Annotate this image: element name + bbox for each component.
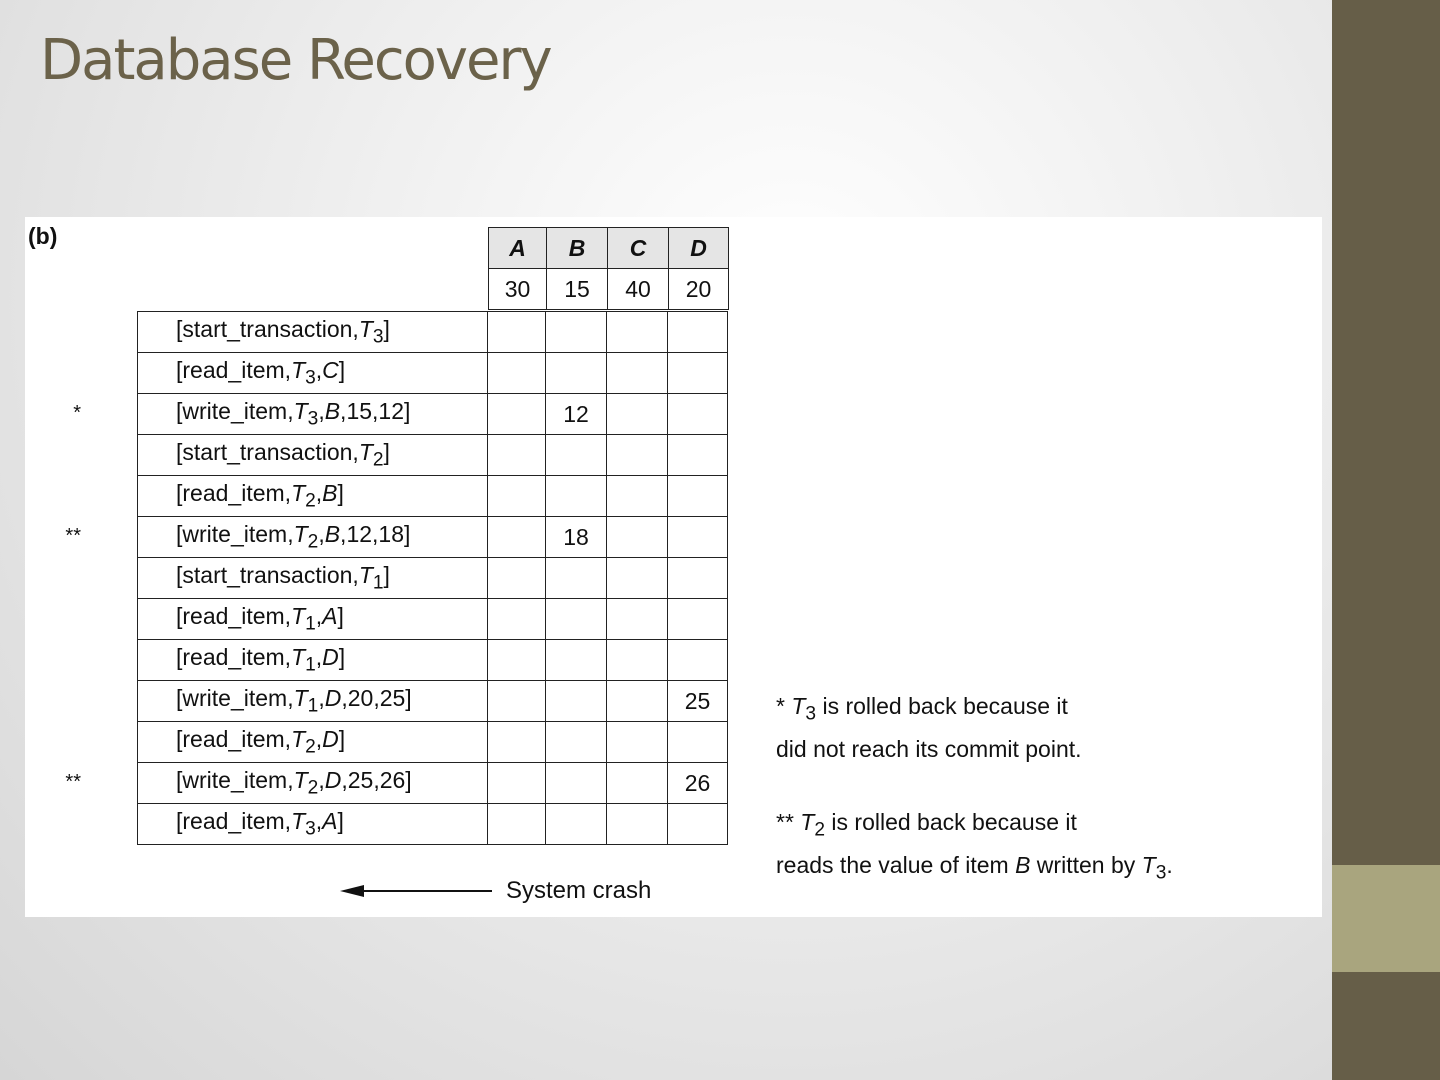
log-row xyxy=(137,435,728,476)
rollback-marker-cell xyxy=(73,394,138,435)
recovery-figure xyxy=(25,217,1322,917)
log-argument: T xyxy=(358,315,373,342)
log-entry: $[read\_item,T_3,A]$ xyxy=(138,804,488,845)
log-entry: $[read\_item,T_2,B]$ xyxy=(138,476,488,517)
log-argument: T xyxy=(358,438,373,465)
log-row xyxy=(137,681,728,722)
item-value-cell xyxy=(668,599,728,640)
item-value-cell xyxy=(546,476,607,517)
item-value-cell xyxy=(668,558,728,599)
log-row xyxy=(137,476,728,517)
log-operation: write_item xyxy=(182,397,288,424)
rollback-marker: ** xyxy=(65,770,81,793)
log-argument: B xyxy=(324,520,341,547)
log-argument: 12 xyxy=(378,397,405,424)
transaction-subscript: 3 xyxy=(305,367,316,389)
log-entry: $[write\_item,T_2,B,12,18]$ xyxy=(138,517,488,558)
rollback-marker: ** xyxy=(65,524,81,547)
initial-value: 30 xyxy=(489,269,547,310)
log-argument: D xyxy=(322,643,339,670)
item-value-cell xyxy=(546,681,607,722)
note-line: reads the value of item B written by $T_3$. xyxy=(776,851,1173,884)
initial-value: 15 xyxy=(547,269,608,310)
rollback-marker-cell xyxy=(65,763,138,804)
column-name: D xyxy=(669,228,729,269)
item-value-cell xyxy=(546,353,607,394)
transaction-subscript: 1 xyxy=(372,572,384,594)
item-value-cell xyxy=(546,312,607,353)
initial-value: 20 xyxy=(669,269,729,310)
log-operation: write_item xyxy=(182,766,288,793)
log-row xyxy=(137,599,728,640)
item-value-cell xyxy=(607,640,668,681)
rollback-marker-cell xyxy=(137,804,138,845)
log-row xyxy=(137,517,728,558)
item-value-cell xyxy=(488,640,546,681)
log-entry: $[read\_item,T_3,C]$ xyxy=(138,353,488,394)
log-argument: T xyxy=(293,766,308,793)
item-value-cell xyxy=(607,394,668,435)
log-operation: read_item xyxy=(182,807,285,834)
transaction-subscript: 2 xyxy=(305,736,316,758)
log-argument: 15 xyxy=(346,397,373,424)
item-value-cell xyxy=(546,804,607,845)
log-argument: T xyxy=(358,561,373,588)
transaction-subscript: 3 xyxy=(372,326,384,348)
item-value-cell xyxy=(607,681,668,722)
item-value-cell xyxy=(488,599,546,640)
item-value-cell xyxy=(488,353,546,394)
log-entry: $[start\_transaction,T_2]$ xyxy=(138,435,488,476)
log-operation: write_item xyxy=(182,520,288,547)
item-value-cell xyxy=(668,394,728,435)
item-value-cell xyxy=(546,722,607,763)
page-title: Database Recovery xyxy=(40,28,551,93)
system-crash-indicator xyxy=(340,877,651,905)
slide-sidebar xyxy=(1332,0,1440,1080)
log-argument: A xyxy=(322,807,338,834)
log-entry: $[write\_item,T_2,D,25,26]$ xyxy=(138,763,488,804)
rollback-marker-cell xyxy=(137,681,138,722)
item-value-cell xyxy=(546,558,607,599)
transaction-subscript: 1 xyxy=(305,613,316,635)
transaction-subscript: 2 xyxy=(372,449,384,471)
log-operation: read_item xyxy=(182,356,285,383)
log-argument: T xyxy=(291,807,306,834)
log-argument: C xyxy=(322,356,339,383)
item-value-header xyxy=(488,227,729,310)
rollback-marker-cell xyxy=(65,517,138,558)
log-row xyxy=(137,722,728,763)
item-value-cell xyxy=(607,312,668,353)
transaction-log-table xyxy=(65,311,728,845)
log-entry: $[read\_item,T_1,A]$ xyxy=(138,599,488,640)
item-value-cell: 18 xyxy=(546,517,607,558)
log-row xyxy=(137,312,728,353)
log-argument: T xyxy=(291,356,306,383)
transaction-subscript: 2 xyxy=(307,531,319,553)
item-value-cell xyxy=(488,312,546,353)
log-operation: start_transaction xyxy=(182,561,353,588)
item-value-cell xyxy=(668,804,728,845)
item-value-cell xyxy=(607,558,668,599)
column-name: A xyxy=(489,228,547,269)
log-operation: read_item xyxy=(182,725,285,752)
item-value-cell xyxy=(488,394,546,435)
log-argument: T xyxy=(293,520,308,547)
log-argument: T xyxy=(291,643,306,670)
item-value-cell xyxy=(488,804,546,845)
crash-label: System crash xyxy=(506,877,652,904)
log-argument: T xyxy=(291,725,306,752)
log-row xyxy=(137,640,728,681)
log-row xyxy=(137,394,728,435)
log-row xyxy=(137,558,728,599)
left-arrow-icon xyxy=(340,883,492,899)
item-value-cell: 25 xyxy=(668,681,728,722)
item-value-cell xyxy=(546,763,607,804)
note-line: * $T_3$ is rolled back because it xyxy=(776,693,1068,725)
item-value-cell xyxy=(668,435,728,476)
rollback-marker-cell xyxy=(137,435,138,476)
initial-values-row xyxy=(489,269,729,310)
transaction-subscript: 1 xyxy=(307,695,319,717)
column-names-row xyxy=(489,228,729,269)
log-entry: $[start\_transaction,T_3]$ xyxy=(138,312,488,353)
initial-value: 40 xyxy=(608,269,669,310)
rollback-marker-cell xyxy=(137,476,138,517)
transaction-subscript: 3 xyxy=(307,408,319,430)
note-line: did not reach its commit point. xyxy=(776,735,1082,762)
rollback-marker-cell xyxy=(137,599,138,640)
log-operation: start_transaction xyxy=(182,438,353,465)
log-argument: T xyxy=(291,479,306,506)
item-value-cell xyxy=(607,517,668,558)
transaction-subscript: 1 xyxy=(305,654,316,676)
log-operation: start_transaction xyxy=(182,315,353,342)
item-value-cell: 12 xyxy=(546,394,607,435)
log-entry: $[write\_item,T_1,D,20,25]$ xyxy=(138,681,488,722)
log-argument: 26 xyxy=(379,766,406,793)
log-argument: T xyxy=(291,602,306,629)
log-operation: write_item xyxy=(182,684,288,711)
log-row xyxy=(137,804,728,845)
log-entry: $[start\_transaction,T_1]$ xyxy=(138,558,488,599)
item-value-cell xyxy=(546,435,607,476)
rollback-note-t3 xyxy=(776,689,1082,766)
column-name: B xyxy=(547,228,608,269)
log-operation: read_item xyxy=(182,602,285,629)
log-operation: read_item xyxy=(182,643,285,670)
item-value-cell xyxy=(488,681,546,722)
item-value-cell xyxy=(546,640,607,681)
item-value-cell xyxy=(668,517,728,558)
note-line: ** $T_2$ is rolled back because it xyxy=(776,809,1077,841)
item-value-cell xyxy=(668,640,728,681)
log-entry: $[write\_item,T_3,B,15,12]$ xyxy=(138,394,488,435)
item-value-cell xyxy=(488,517,546,558)
item-value-cell xyxy=(607,599,668,640)
item-value-cell xyxy=(546,599,607,640)
log-argument: B xyxy=(322,479,338,506)
item-value-cell xyxy=(488,435,546,476)
rollback-marker-cell xyxy=(137,558,138,599)
item-value-cell xyxy=(668,312,728,353)
item-value-cell xyxy=(668,722,728,763)
rollback-marker: * xyxy=(73,401,81,424)
item-value-cell xyxy=(668,353,728,394)
log-argument: 12 xyxy=(346,520,373,547)
item-value-cell xyxy=(607,804,668,845)
column-name: C xyxy=(608,228,669,269)
transaction-subscript: 2 xyxy=(307,777,319,799)
transaction-subscript: 3 xyxy=(305,818,316,840)
log-row xyxy=(137,353,728,394)
item-value-cell xyxy=(488,558,546,599)
log-row xyxy=(137,763,728,804)
item-value-cell xyxy=(607,353,668,394)
item-value-cell xyxy=(488,722,546,763)
log-argument: A xyxy=(322,602,338,629)
rollback-marker-cell xyxy=(137,640,138,681)
log-argument: D xyxy=(322,725,339,752)
item-value-cell xyxy=(668,476,728,517)
log-argument: 25 xyxy=(347,766,374,793)
log-argument: T xyxy=(293,684,308,711)
log-argument: 18 xyxy=(378,520,405,547)
item-value-cell: 26 xyxy=(668,763,728,804)
log-argument: 20 xyxy=(347,684,374,711)
log-argument: B xyxy=(324,397,341,424)
rollback-marker-cell xyxy=(137,312,138,353)
rollback-note-t2 xyxy=(776,805,1173,890)
item-value-cell xyxy=(607,476,668,517)
transaction-subscript: 2 xyxy=(305,490,316,512)
log-argument: 25 xyxy=(379,684,406,711)
log-entry: $[read\_item,T_2,D]$ xyxy=(138,722,488,763)
log-argument: D xyxy=(324,684,342,711)
log-argument: D xyxy=(324,766,342,793)
item-value-cell xyxy=(488,476,546,517)
rollback-marker-cell xyxy=(137,722,138,763)
item-value-cell xyxy=(607,722,668,763)
rollback-marker-cell xyxy=(137,353,138,394)
log-argument: T xyxy=(293,397,308,424)
sidebar-accent-block xyxy=(1332,865,1440,972)
item-value-cell xyxy=(607,435,668,476)
item-value-cell xyxy=(488,763,546,804)
log-entry: $[read\_item,T_1,D]$ xyxy=(138,640,488,681)
panel-label: (b) xyxy=(28,223,58,249)
log-operation: read_item xyxy=(182,479,285,506)
item-value-cell xyxy=(607,763,668,804)
